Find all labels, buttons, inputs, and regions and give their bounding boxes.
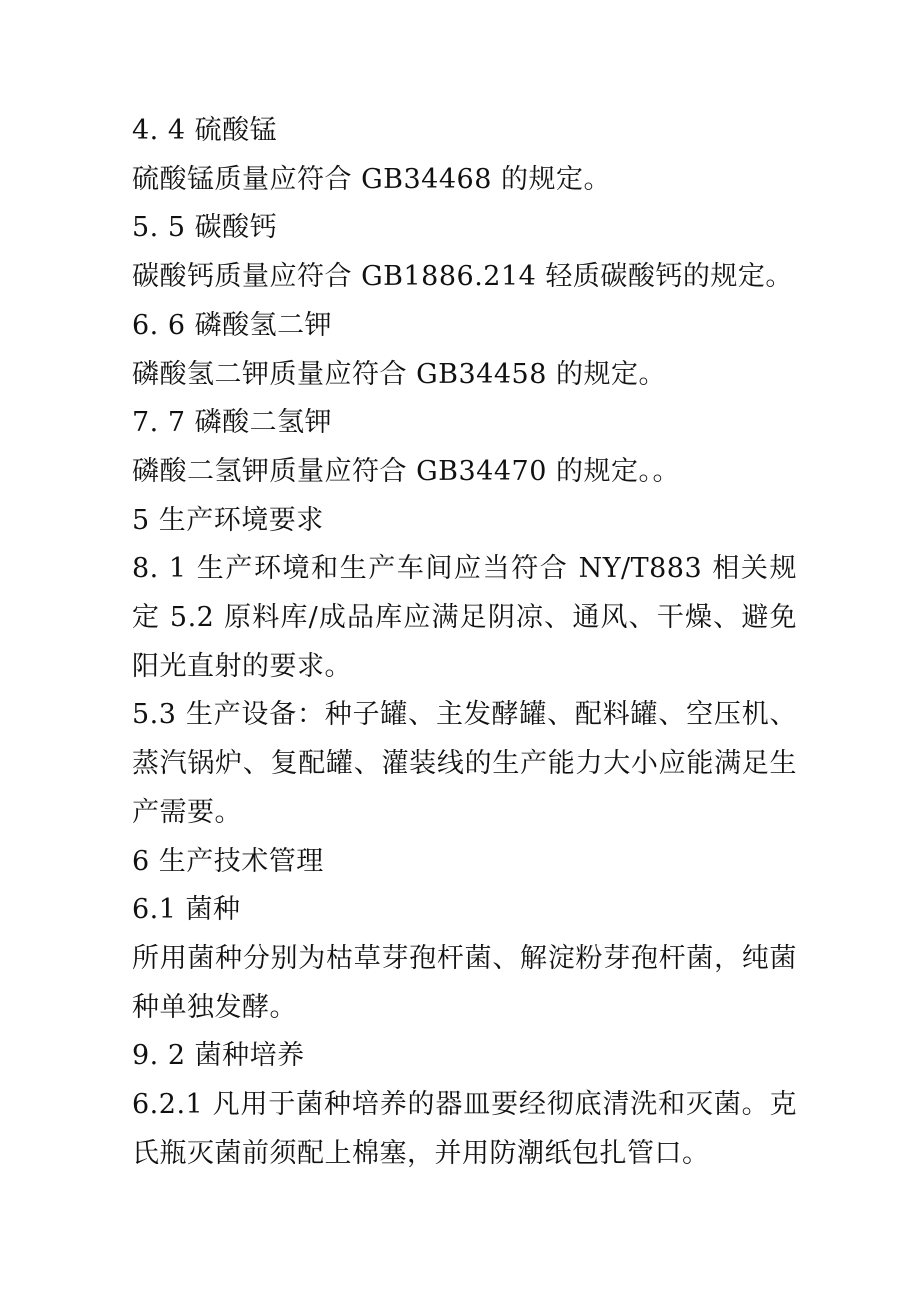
- paragraph-calcium-carbonate: 碳酸钙质量应符合 GB1886.214 轻质碳酸钙的规定。: [132, 261, 793, 293]
- section-heading-strain-culture: 9. 2 菌种培养: [132, 1040, 305, 1072]
- paragraph-strains: 所用菌种分别为枯草芽孢杆菌、解淀粉芽孢杆菌，纯菌种单独发酵。: [132, 942, 797, 1023]
- section-heading-monopotassium-phosphate: 7. 7 磷酸二氢钾: [132, 407, 333, 439]
- section-heading-manganese-sulfate: 4. 4 硫酸锰: [132, 115, 278, 146]
- paragraph-monopotassium-phosphate: 磷酸二氢钾质量应符合 GB34470 的规定。。: [132, 455, 680, 487]
- paragraph-production-equipment: 5.3 生产设备：种子罐、主发酵罐、配料罐、空压机、蒸汽锅炉、复配罐、灌装线的生产能力大小应能满足生产需要。: [132, 699, 797, 828]
- paragraph-manganese-sulfate: 硫酸锰质量应符合 GB34468 的规定。: [132, 163, 611, 195]
- document-body: [132, 107, 797, 1178]
- section-heading-dipotassium-phosphate: 6. 6 磷酸氢二钾: [132, 309, 333, 341]
- paragraph-production-environment: 8. 1 生产环境和生产车间应当符合 NY/T883 相关规定 5.2 原料库/成品库应满足阴凉、通风、干燥、避免阳光直射的要求。: [132, 553, 797, 682]
- section-heading-production-environment: 5 生产环境要求: [132, 504, 324, 536]
- paragraph-dipotassium-phosphate: 磷酸氢二钾质量应符合 GB34458 的规定。: [132, 358, 666, 390]
- section-heading-calcium-carbonate: 5. 5 碳酸钙: [132, 212, 278, 244]
- section-heading-technical-management: 6 生产技术管理: [132, 845, 324, 877]
- paragraph-strain-culture: 6.2.1 凡用于菌种培养的器皿要经彻底清洗和灭菌。克氏瓶灭菌前须配上棉塞，并用防潮纸包扎管口。: [132, 1089, 797, 1169]
- section-heading-strains: 6.1 菌种: [132, 894, 241, 926]
